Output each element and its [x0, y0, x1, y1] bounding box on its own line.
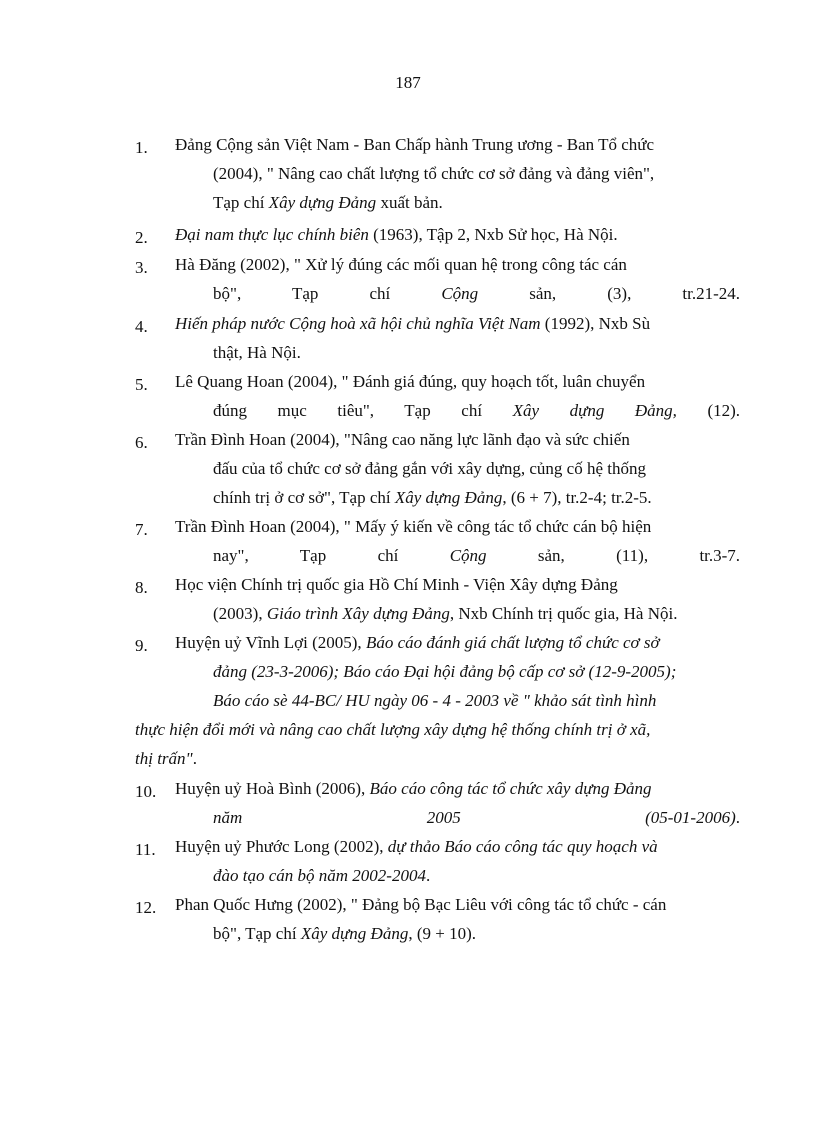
reference-number: 6.: [135, 433, 148, 452]
reference-number: 2.: [135, 228, 148, 247]
reference-line: thị trấn".: [135, 749, 197, 768]
reference-line: Báo cáo sè 44-BC/ HU ngày 06 - 4 - 2003 về " khảo sát tình hình: [213, 691, 657, 710]
reference-line: bộ", Tạp chí Xây dựng Đảng, (9 + 10).: [213, 924, 476, 943]
reference-line: Đảng Cộng sản Việt Nam - Ban Chấp hành Trung ương - Ban Tổ chức: [175, 135, 655, 154]
reference-line: Đại nam thực lục chính biên (1963), Tập 2, Nxb Sử học, Hà Nội.: [175, 225, 618, 244]
reference-line: năm 2005 (05-01-2006).: [213, 808, 740, 827]
reference-line: đấu của tổ chức cơ sở đảng gắn với xây dựng, củng cố hệ thống: [213, 459, 646, 478]
reference-line: Hà Đăng (2002), " Xử lý đúng các mối quan hệ trong công tác cán: [175, 255, 627, 274]
reference-line: Huyện uỷ Phước Long (2002), dự thảo Báo cáo công tác quy hoạch và: [175, 837, 658, 856]
reference-line: bộ", Tạp chí Cộng sản, (3), tr.21-24.: [213, 284, 741, 303]
reference-number: 7.: [135, 520, 148, 539]
reference-line: (2003), Giáo trình Xây dựng Đảng, Nxb Chính trị quốc gia, Hà Nội.: [213, 604, 678, 623]
reference-number: 4.: [135, 317, 148, 336]
reference-item: [135, 774, 740, 832]
reference-item: [135, 832, 740, 890]
reference-line: (2004), " Nâng cao chất lượng tổ chức cơ sở đảng và đảng viên",: [213, 164, 655, 183]
reference-number: 3.: [135, 258, 148, 277]
reference-line: Huyện uỷ Vĩnh Lợi (2005), Báo cáo đánh giá chất lượng tổ chức cơ sở: [175, 633, 660, 652]
reference-item: [135, 220, 740, 249]
reference-item: [135, 367, 740, 425]
reference-item: [135, 890, 740, 948]
reference-number: 12.: [135, 898, 157, 917]
reference-line: Tạp chí Xây dựng Đảng xuất bản.: [213, 193, 443, 212]
reference-item: [135, 512, 740, 570]
reference-line: Trần Đình Hoan (2004), "Nâng cao năng lực lãnh đạo và sức chiến: [175, 430, 630, 449]
reference-number: 5.: [135, 375, 148, 394]
reference-line: chính trị ở cơ sở", Tạp chí Xây dựng Đảng, (6 + 7), tr.2-4; tr.2-5.: [213, 488, 652, 507]
reference-line: Lê Quang Hoan (2004), " Đánh giá đúng, quy hoạch tốt, luân chuyển: [175, 372, 646, 391]
reference-line: Huyện uỷ Hoà Bình (2006), Báo cáo công tác tổ chức xây dựng Đảng: [175, 779, 652, 798]
reference-line: Học viện Chính trị quốc gia Hồ Chí Minh - Viện Xây dựng Đảng: [175, 575, 618, 594]
reference-line: đúng mục tiêu", Tạp chí Xây dựng Đảng, (12).: [213, 401, 741, 420]
reference-number: 10.: [135, 782, 157, 801]
reference-line: đào tạo cán bộ năm 2002-2004.: [213, 866, 431, 885]
reference-item: [135, 570, 740, 628]
reference-number: 8.: [135, 578, 148, 597]
reference-item: [135, 250, 740, 308]
reference-line: Trần Đình Hoan (2004), " Mấy ý kiến về công tác tổ chức cán bộ hiện: [175, 517, 652, 536]
reference-line: thực hiện đổi mới và nâng cao chất lượng xây dựng hệ thống chính trị ở xã,: [135, 720, 651, 739]
reference-item: [135, 130, 740, 217]
reference-number: 11.: [135, 840, 156, 859]
reference-item: [135, 425, 740, 512]
reference-line: nay", Tạp chí Cộng sản, (11), tr.3-7.: [213, 546, 741, 565]
reference-item: [135, 628, 740, 773]
reference-item: [135, 309, 740, 367]
reference-number: 9.: [135, 636, 148, 655]
reference-line: đảng (23-3-2006); Báo cáo Đại hội đảng bộ cấp cơ sở (12-9-2005);: [213, 662, 677, 681]
reference-number: 1.: [135, 138, 148, 157]
reference-line: Hiến pháp nước Cộng hoà xã hội chủ nghĩa Việt Nam (1992), Nxb Sù: [175, 314, 651, 333]
reference-line: thật, Hà Nội.: [213, 343, 301, 362]
reference-line: Phan Quốc Hưng (2002), " Đảng bộ Bạc Liêu với công tác tổ chức - cán: [175, 895, 667, 914]
page-number: 187: [395, 73, 421, 92]
